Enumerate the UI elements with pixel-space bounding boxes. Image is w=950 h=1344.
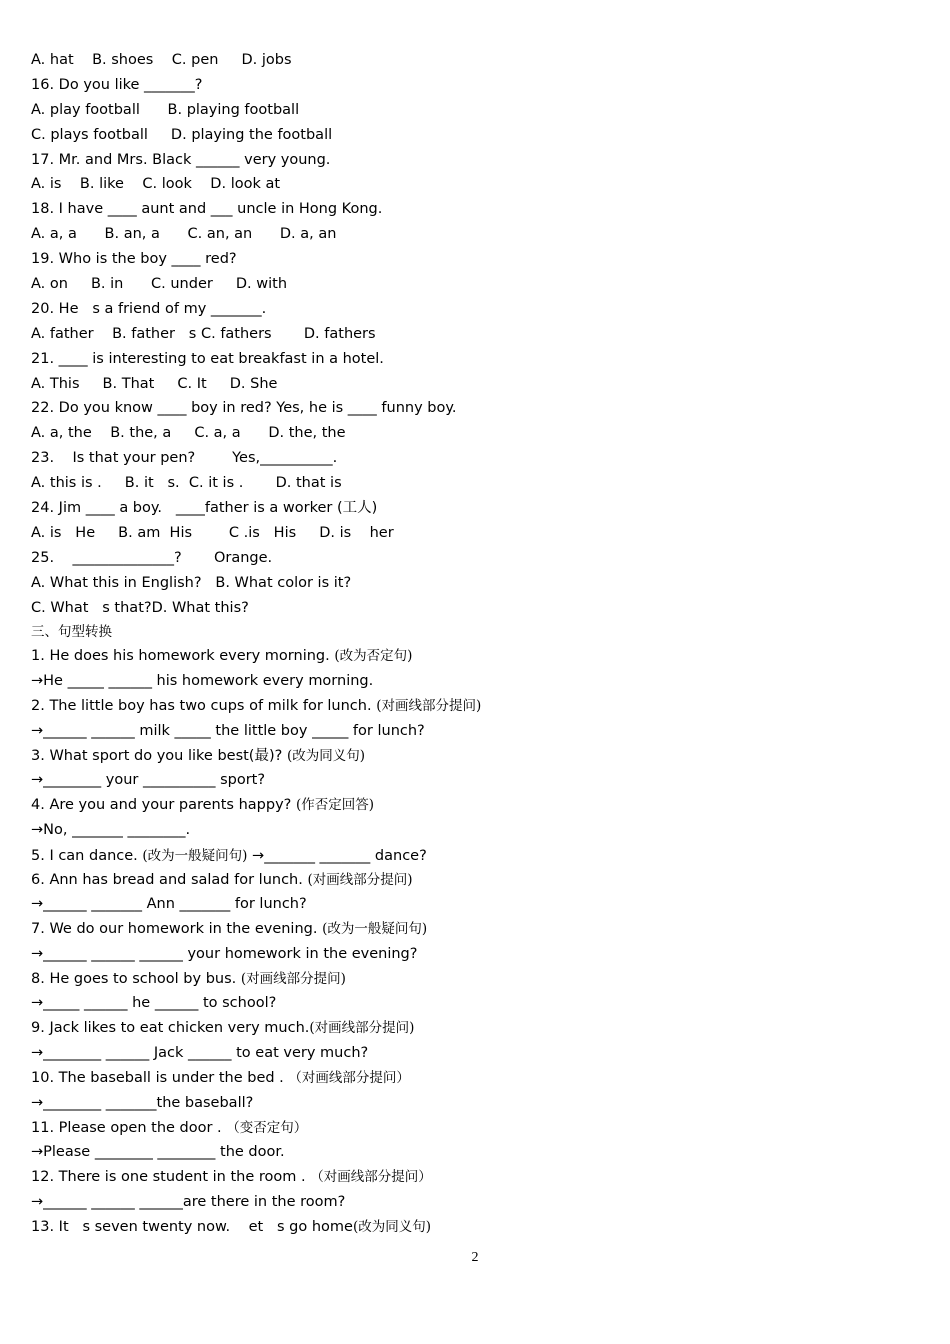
question-line — [31, 794, 921, 817]
text-line: A. father B. father s C. fathers D. fathers — [31, 325, 376, 342]
text-line: 22. Do you know ____ boy in red? Yes, he is ____ funny boy. — [31, 400, 457, 417]
question-text: 2. The little boy has two cups of milk for lunch. — [31, 697, 377, 714]
answer-line: →______ ______ milk _____ the little boy _____ for lunch? — [31, 722, 425, 739]
question-line — [31, 844, 921, 869]
answer-line: →Please ________ ________ the door. — [31, 1144, 285, 1161]
text-line: A. play football B. playing football — [31, 101, 300, 118]
answer-line: →______ _______ Ann _______ for lunch? — [31, 896, 307, 913]
question-line — [31, 745, 921, 768]
text-line: A. is B. like C. look D. look at — [31, 176, 281, 193]
question-line — [31, 968, 921, 991]
text-line: 18. I have ____ aunt and ___ uncle in Hong Kong. — [31, 201, 383, 218]
question-text: 6. Ann has bread and salad for lunch. — [31, 871, 308, 888]
question-instruction: （变否定句） — [226, 1119, 308, 1136]
answer-line: →No, _______ ________. — [31, 821, 191, 838]
question-text: 3. What sport do you like best(最)? — [31, 747, 287, 764]
section-title: 三、句型转换 — [31, 624, 112, 641]
question-text: 10. The baseball is under the bed . — [31, 1070, 289, 1087]
question-line — [31, 1166, 921, 1189]
question-text: 1. He does his homework every morning. — [31, 648, 335, 665]
text-line: 21. ____ is interesting to eat breakfast in a hotel. — [31, 350, 384, 367]
answer-line: →______ ______ ______are there in the room? — [31, 1193, 346, 1210]
page-number: 2 — [471, 1250, 479, 1265]
text-line: 24. Jim ____ a boy. ____father is a worker (工人) — [31, 500, 378, 517]
question-instruction: (改为同义句) — [286, 747, 365, 764]
worksheet-page — [31, 48, 921, 1238]
answer-line: →_____ ______ he ______ to school? — [31, 995, 277, 1012]
text-line: A. What this in English? B. What color is it? — [31, 574, 352, 591]
text-line: A. this is . B. it s. C. it is . D. that is — [31, 475, 342, 492]
question-line — [31, 918, 921, 941]
question-line — [31, 869, 921, 892]
question-instruction: (改为一般疑问句) — [322, 921, 428, 938]
question-text: 4. Are you and your parents happy? — [31, 797, 296, 814]
question-text: 5. I can dance. — [31, 847, 143, 864]
text-line: A. hat B. shoes C. pen D. jobs — [31, 52, 292, 68]
answer-line: →He _____ ______ his homework every morning. — [31, 672, 374, 689]
question-text: 9. Jack likes to eat chicken very much. — [31, 1020, 310, 1037]
question-line — [31, 1216, 921, 1239]
question-instruction: （对画线部分提问） — [310, 1169, 432, 1186]
question-instruction: (改为一般疑问句) — [142, 847, 248, 864]
question-text: 11. Please open the door . — [31, 1119, 227, 1136]
question-instruction: （对画线部分提问） — [288, 1070, 410, 1087]
text-line: 16. Do you like _______? — [31, 76, 203, 93]
answer-line: →________ your __________ sport? — [31, 772, 266, 789]
text-line: A. is He B. am His C .is His D. is her — [31, 524, 394, 541]
question-line — [31, 695, 921, 718]
text-line: 23. Is that your pen? Yes,__________. — [31, 450, 338, 467]
question-instruction: (作否定回答) — [295, 797, 374, 814]
question-text: 7. We do our homework in the evening. — [31, 921, 323, 938]
text-line: 25. ______________? Orange. — [31, 549, 273, 566]
question-instruction: (对画线部分提问) — [307, 871, 413, 888]
text-line: C. plays football D. playing the football — [31, 126, 333, 143]
text-line: A. a, a B. an, a C. an, an D. a, an — [31, 226, 337, 243]
question-line — [31, 1117, 921, 1140]
question-instruction: (对画线部分提问) — [376, 697, 482, 714]
answer-line: →________ ______ Jack ______ to eat very much? — [31, 1045, 369, 1062]
question-instruction: (改为同义句) — [352, 1218, 431, 1235]
answer-line: →______ ______ ______ your homework in the evening? — [31, 945, 418, 962]
question-text: 8. He goes to school by bus. — [31, 970, 241, 987]
answer-line: →________ _______the baseball? — [31, 1094, 254, 1111]
text-line: A. a, the B. the, a C. a, a D. the, the — [31, 425, 346, 442]
text-line: 19. Who is the boy ____ red? — [31, 251, 237, 268]
question-line — [31, 1067, 921, 1090]
question-line — [31, 645, 921, 668]
question-line — [31, 1017, 921, 1040]
question-text: 13. It s seven twenty now. et s go home — [31, 1218, 353, 1235]
question-instruction: (改为否定句) — [334, 648, 413, 665]
text-line: C. What s that?D. What this? — [31, 599, 249, 616]
answer-inline: →_______ _______ dance? — [247, 847, 427, 864]
question-instruction: (对画线部分提问) — [240, 970, 346, 987]
question-instruction: (对画线部分提问) — [309, 1020, 415, 1037]
text-line: 17. Mr. and Mrs. Black ______ very young. — [31, 151, 331, 168]
question-text: 12. There is one student in the room . — [31, 1169, 311, 1186]
text-line: 20. He s a friend of my _______. — [31, 300, 267, 317]
text-line: A. This B. That C. It D. She — [31, 375, 278, 392]
text-line: A. on B. in C. under D. with — [31, 276, 288, 293]
